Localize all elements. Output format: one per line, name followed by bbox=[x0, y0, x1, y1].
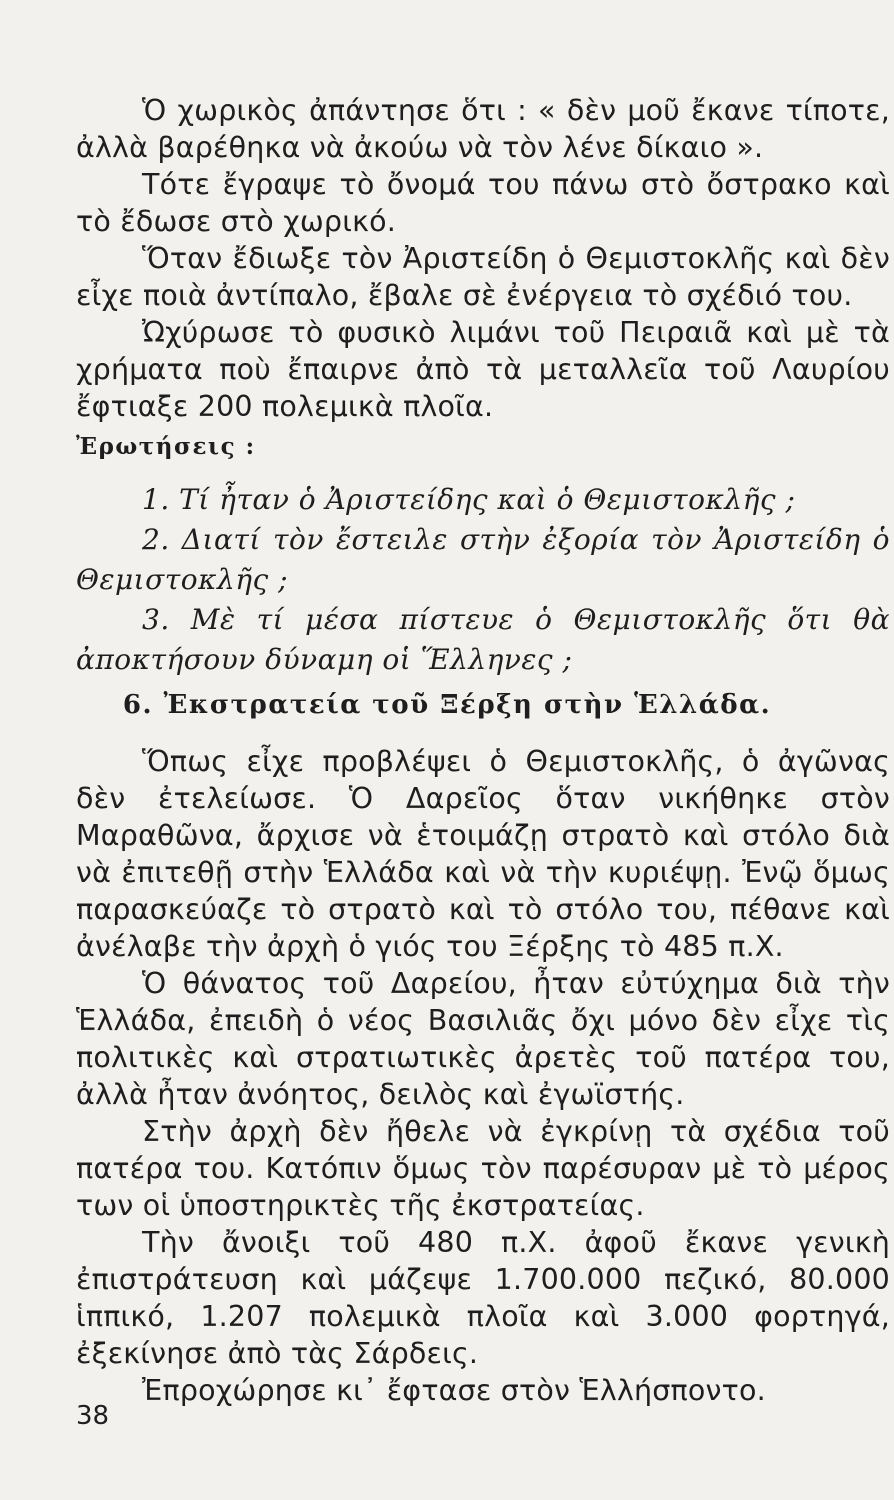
question-item: 3. Μὲ τί μέσα πίστευε ὁ Θεμιστοκλῆς ὅτι θὰ ἀποκτήσουν δύναμη οἱ Ἕλληνες ; bbox=[76, 603, 890, 676]
question-item: 1. Τί ἦταν ὁ Ἀριστείδης καὶ ὁ Θεμιστοκλῆς ; bbox=[142, 483, 796, 516]
paragraph: Ὅπως εἶχε προβλέψει ὁ Θεμιστοκλῆς, ὁ ἀγῶνας δὲν ἐτελείωσε. Ὁ Δαρεῖος ὅταν νικήθηκε στὸν Μαραθῶνα, ἄρχισε νὰ ἑτοιμάζῃ στρατὸ καὶ στόλο διὰ νὰ ἐπιτεθῇ στὴν Ἑλλάδα καὶ νὰ τὴν κυριέψῃ. Ἐνῷ ὅμως παρασκεύαζε τὸ στρατὸ καὶ τὸ στόλο του, πέθανε καὶ ἀνέλαβε τὴν ἀρχὴ ὁ γιός του Ξέρξης τὸ 485 π.Χ. bbox=[76, 745, 890, 963]
text-block-top bbox=[76, 92, 890, 425]
questions-heading: Ἐρωτήσεις : bbox=[76, 433, 256, 460]
paragraph: Ἐπροχώρησε κι᾿ ἔφτασε στὸν Ἑλλήσποντο. bbox=[142, 1374, 766, 1407]
paragraph: Ὁ θάνατος τοῦ Δαρείου, ἦταν εὐτύχημα διὰ τὴν Ἑλλάδα, ἐπειδὴ ὁ νέος Βασιλιᾶς ὄχι μόνο δὲν εἶχε τὶς πολιτικὲς καὶ στρατιωτικὲς ἀρετὲς τοῦ πατέρα του, ἀλλὰ ἦταν ἀνόητος, δειλὸς καὶ ἐγωϊστής. bbox=[76, 967, 890, 1111]
questions-list bbox=[76, 480, 890, 680]
question-item: 2. Διατί τὸν ἔστειλε στὴν ἐξορία τὸν Ἀριστείδη ὁ Θεμιστοκλῆς ; bbox=[76, 523, 890, 596]
paragraph: Ὅταν ἔδιωξε τὸν Ἀριστείδη ὁ Θεμιστοκλῆς καὶ δὲν εἶχε ποιὰ ἀντίπαλο, ἔβαλε σὲ ἐνέργεια τὸ σχέδιό του. bbox=[76, 242, 890, 312]
section-heading: 6. Ἐκστρατεία τοῦ Ξέρξη στὴν Ἑλλάδα. bbox=[122, 690, 772, 720]
paragraph: Ὁ χωρικὸς ἀπάντησε ὅτι : « δὲν μοῦ ἔκανε τίποτε, ἀλλὰ βαρέθηκα νὰ ἀκούω νὰ τὸν λένε δίκαιο ». bbox=[76, 94, 890, 164]
text-block-bottom bbox=[76, 743, 890, 1409]
page-number: 38 bbox=[76, 1401, 110, 1431]
paragraph: Ὠχύρωσε τὸ φυσικὸ λιμάνι τοῦ Πειραιᾶ καὶ μὲ τὰ χρήματα ποὺ ἔπαιρνε ἀπὸ τὰ μεταλλεῖα τοῦ Λαυρίου ἔφτιαξε 200 πολεμικὰ πλοῖα. bbox=[76, 316, 890, 423]
paragraph: Στὴν ἀρχὴ δὲν ἤθελε νὰ ἐγκρίνῃ τὰ σχέδια τοῦ πατέρα του. Κατόπιν ὅμως τὸν παρέσυραν μὲ τὸ μέρος των οἱ ὑποστηρικτὲς τῆς ἐκστρατείας. bbox=[76, 1115, 890, 1222]
paragraph: Τότε ἔγραψε τὸ ὄνομά του πάνω στὸ ὄστρακο καὶ τὸ ἔδωσε στὸ χωρικό. bbox=[76, 168, 890, 238]
paragraph: Τὴν ἄνοιξι τοῦ 480 π.Χ. ἀφοῦ ἔκανε γενικὴ ἐπιστράτευση καὶ μάζεψε 1.700.000 πεζικό, 80.000 ἱππικό, 1.207 πολεμικὰ πλοῖα καὶ 3.000 φορτηγά, ἐξεκίνησε ἀπὸ τὰς Σάρδεις. bbox=[76, 1226, 890, 1370]
